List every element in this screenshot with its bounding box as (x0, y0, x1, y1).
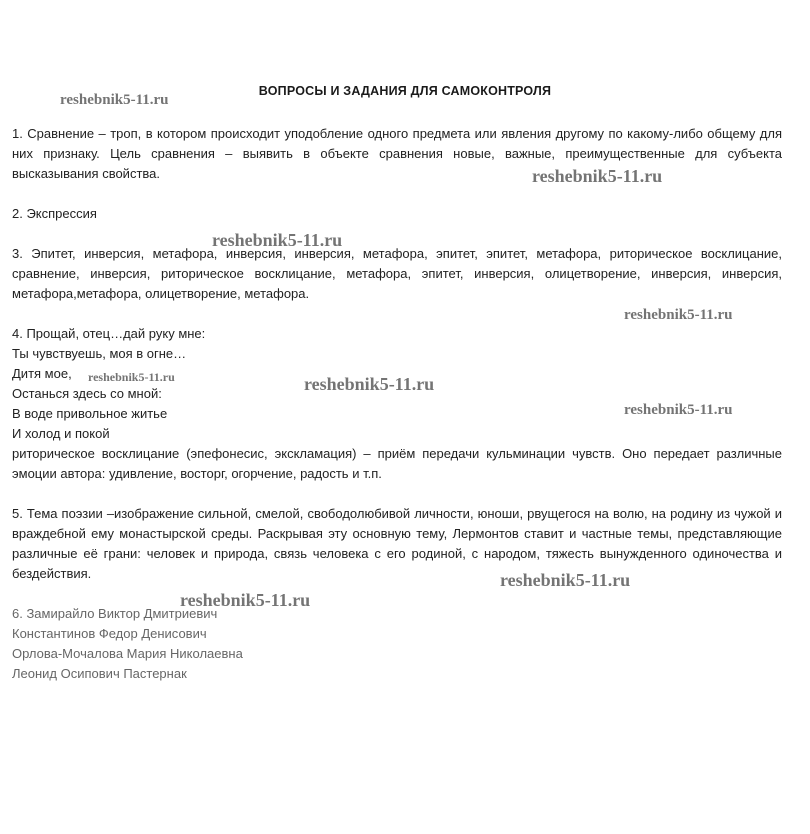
watermark: reshebnik5-11.ru (532, 166, 663, 186)
answer-4 (12, 324, 782, 484)
answer-6-line: Орлова-Мочалова Мария Николаевна (12, 646, 243, 661)
answer-4-line: И холод и покой (12, 426, 110, 441)
answer-5 (12, 504, 782, 584)
answer-3-text: 3. Эпитет, инверсия, метафора, инверсия, инверсия, метафора, эпитет, эпитет, метафора, риторическое восклицание, сравнение, инверсия, риторическое восклицание, метафора, эпитет, инверсия, олицетворение, инверсия, инверсия, метафора,метафора, олицетворение, метафора. (12, 246, 782, 301)
answer-5-text: 5. Тема поэзии –изображение сильной, смелой, свободолюбивой личности, юноши, рвущегося на волю, на родину из чужой и враждебной ему монастырской среды. Раскрывая эту основную тему, Лермонтов ставит и частные темы, представляющие различные её грани: человек и природа, связь человека с его родиной, с народом, тяжесть вынужденного одиночества и бездействия. (12, 506, 782, 581)
answer-4-explanation: риторическое восклицание (эпефонесис, экскламация) – приём передачи кульминации чувств. Оно передает различные эмоции автора: удивление, восторг, огорчение, радость и т.п. (12, 446, 782, 481)
answer-6-line: Леонид Осипович Пастернак (12, 666, 187, 681)
watermark: reshebnik5-11.ru (624, 307, 733, 323)
watermark: reshebnik5-11.ru (60, 92, 169, 108)
answer-4-line: Дитя мое, (12, 366, 72, 381)
answer-6 (12, 604, 782, 684)
watermark: reshebnik5-11.ru (88, 370, 175, 384)
watermark: reshebnik5-11.ru (304, 374, 435, 394)
answer-3 (12, 244, 782, 304)
answer-2-text: 2. Экспрессия (12, 206, 97, 221)
answer-1 (12, 124, 782, 184)
answer-4-line: Ты чувствуешь, моя в огне… (12, 346, 187, 361)
document-content (12, 124, 782, 704)
answer-6-line: Константинов Федор Денисович (12, 626, 207, 641)
watermark: reshebnik5-11.ru (212, 230, 343, 250)
watermark: reshebnik5-11.ru (500, 570, 631, 590)
answer-4-line: В воде привольное житье (12, 406, 168, 421)
answer-2 (12, 204, 782, 224)
page-title: ВОПРОСЫ И ЗАДАНИЯ ДЛЯ САМОКОНТРОЛЯ (258, 84, 552, 98)
answer-4-line: Останься здесь со мной: (12, 386, 162, 401)
answer-1-text: 1. Сравнение – троп, в котором происходит уподобление одного предмета или явления другому по какому-либо общему для них признаку. Цель сравнения – выявить в объекте сравнения новые, важные, преимущественные для субъекта высказывания свойства. (12, 126, 782, 181)
answer-6-line: 6. Замирайло Виктор Дмитриевич (12, 606, 218, 621)
answer-4-line: 4. Прощай, отец…дай руку мне: (12, 326, 206, 341)
watermark: reshebnik5-11.ru (624, 402, 733, 418)
watermark: reshebnik5-11.ru (180, 590, 311, 610)
